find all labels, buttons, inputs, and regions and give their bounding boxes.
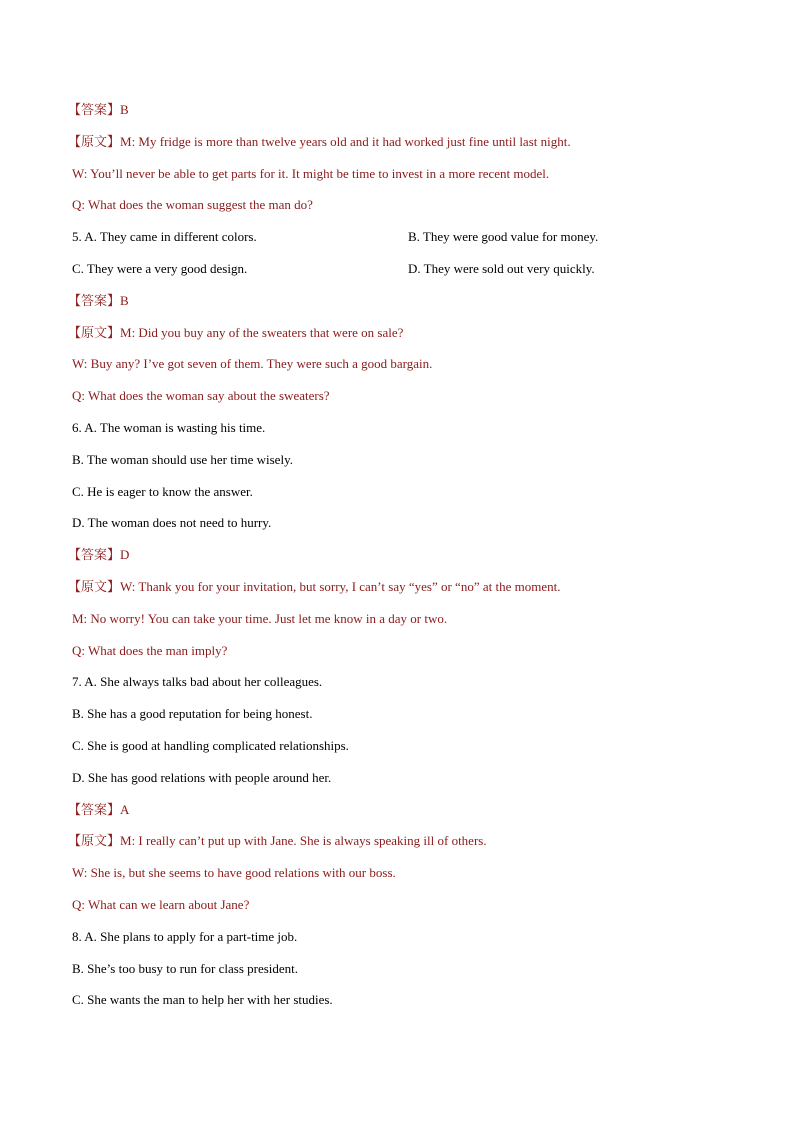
answer-value: A [120, 801, 130, 817]
transcript-text: W: Thank you for your invitation, but sorry, I can’t say “yes” or “no” at the moment. [120, 579, 561, 594]
answer-line [68, 292, 129, 310]
answer-value: B [120, 292, 129, 308]
transcript-tag: 【原文】 [68, 133, 121, 149]
answer-tag: 【答案】 [68, 801, 121, 817]
option-line: 7. A. She always talks bad about her colleagues. [72, 674, 323, 690]
transcript-line: W: Buy any? I’ve got seven of them. They were such a good bargain. [72, 356, 433, 372]
transcript-line: W: You’ll never be able to get parts for it. It might be time to invest in a more recent model. [72, 165, 550, 181]
option-line: C. He is eager to know the answer. [72, 483, 253, 499]
transcript-text: M: My fridge is more than twelve years old and it had worked just fine until last night. [120, 133, 571, 149]
transcript-line [68, 133, 571, 151]
transcript-tag: 【原文】 [68, 324, 121, 340]
option-line: C. She is good at handling complicated relationships. [72, 738, 349, 753]
transcript-tag: 【原文】 [68, 833, 121, 849]
option-line: D. She has good relations with people around her. [72, 769, 332, 785]
option-line: 6. A. The woman is wasting his time. [72, 420, 266, 435]
transcript-line: Q: What does the woman say about the sweaters? [72, 388, 330, 404]
option-line: C. She wants the man to help her with her studies. [72, 992, 333, 1008]
answer-line [68, 101, 129, 119]
transcript-text: M: Did you buy any of the sweaters that were on sale? [120, 324, 404, 340]
option-line: B. She’s too busy to run for class president. [72, 960, 299, 976]
transcript-line [68, 578, 560, 596]
answer-value: B [120, 102, 129, 117]
answer-tag: 【答案】 [68, 102, 121, 117]
option-line: 8. A. She plans to apply for a part-time job. [72, 928, 298, 944]
transcript-line [68, 324, 403, 342]
option-row [72, 260, 595, 278]
transcript-tag: 【原文】 [68, 579, 121, 594]
option-line: B. The woman should use her time wisely. [72, 451, 293, 467]
option-row [72, 228, 599, 246]
transcript-line: Q: What can we learn about Jane? [72, 897, 250, 912]
answer-value: D [120, 547, 130, 563]
option-right: B. They were good value for money. [408, 229, 599, 245]
option-line: B. She has a good reputation for being honest. [72, 706, 313, 722]
transcript-line: Q: What does the woman suggest the man do? [72, 197, 313, 213]
transcript-line: M: No worry! You can take your time. Just let me know in a day or two. [72, 610, 448, 626]
transcript-line: Q: What does the man imply? [72, 642, 228, 658]
answer-tag: 【答案】 [68, 547, 121, 563]
option-left: C. They were a very good design. [72, 261, 248, 276]
transcript-line [68, 832, 487, 850]
answer-tag: 【答案】 [68, 292, 121, 308]
option-line: D. The woman does not need to hurry. [72, 515, 272, 531]
option-left: 5. A. They came in different colors. [72, 229, 257, 245]
transcript-text: M: I really can’t put up with Jane. She is always speaking ill of others. [120, 833, 487, 849]
answer-line [68, 546, 129, 564]
option-right: D. They were sold out very quickly. [408, 261, 595, 276]
transcript-line: W: She is, but she seems to have good relations with our boss. [72, 865, 396, 881]
answer-line [68, 801, 129, 819]
